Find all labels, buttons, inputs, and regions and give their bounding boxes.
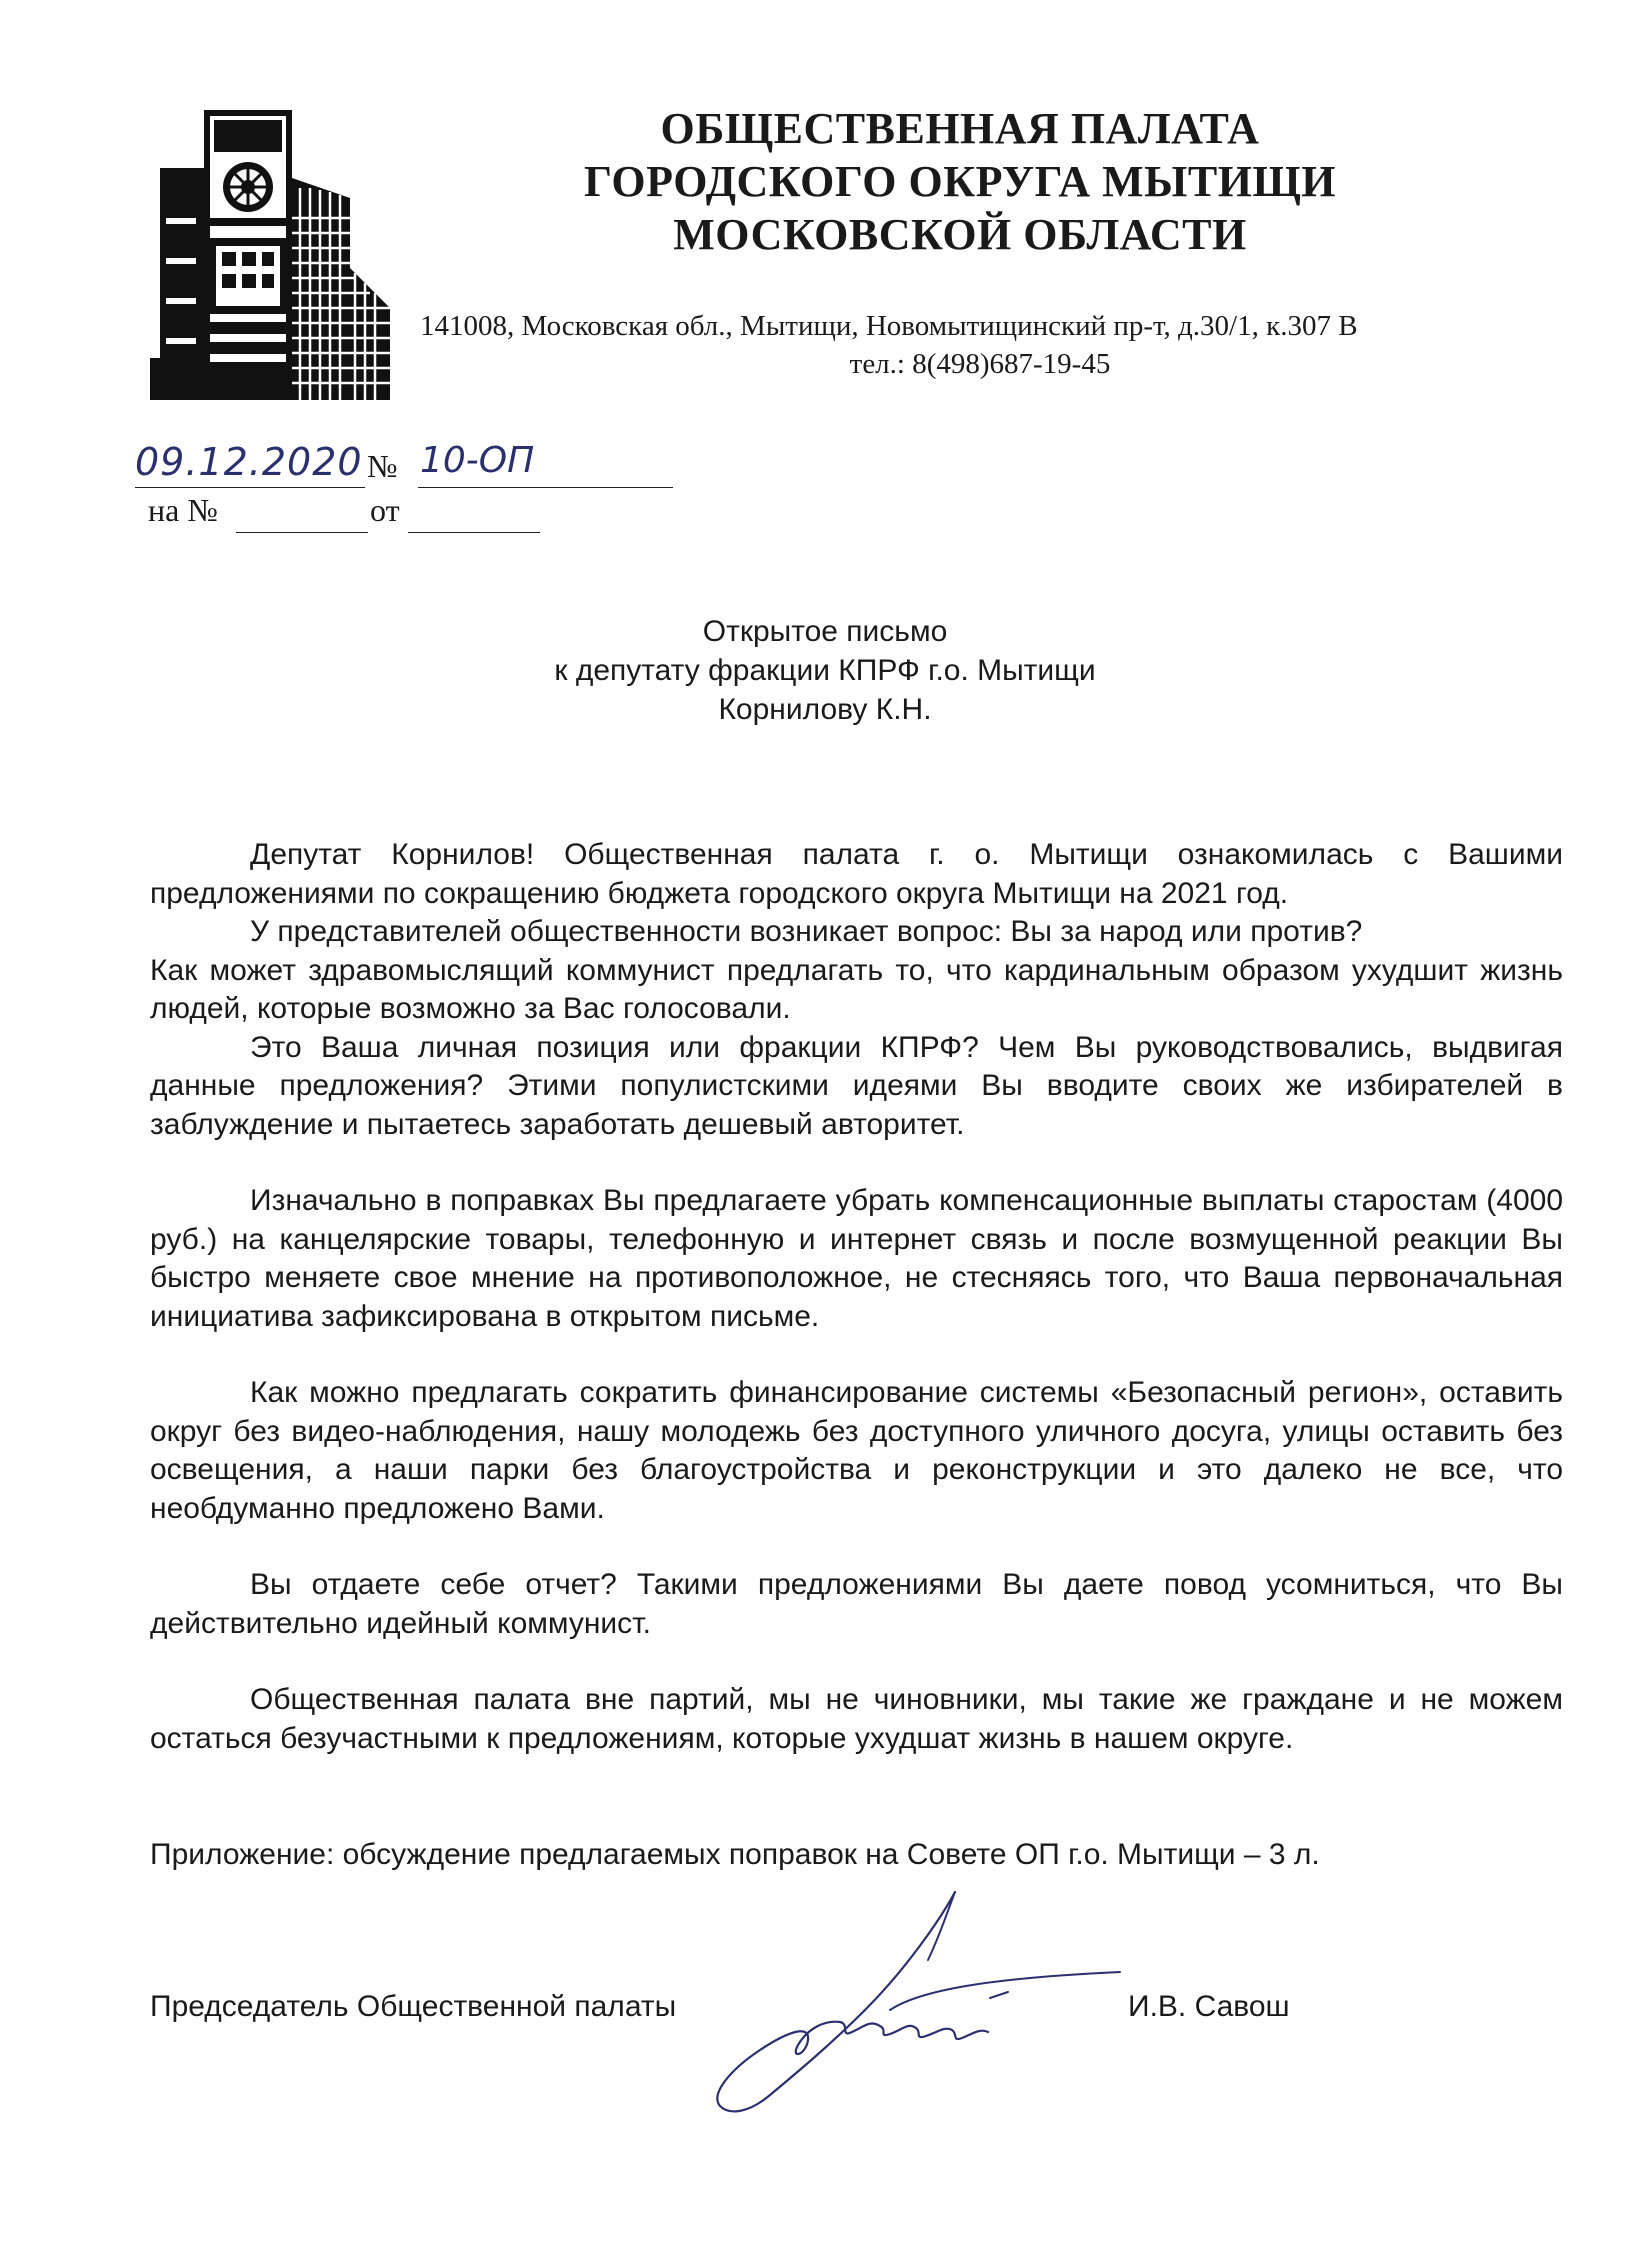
handwritten-signature xyxy=(690,1880,1130,2120)
org-title-line-3: МОСКОВСКОЙ ОБЛАСТИ xyxy=(673,210,1247,259)
number-sign: № xyxy=(367,448,398,484)
number-underline xyxy=(418,487,673,488)
letter-title-line-2: к депутату фракции КПРФ г.о. Мытищи xyxy=(554,654,1096,687)
handwritten-date: 09.12.2020 xyxy=(135,440,363,484)
organization-title xyxy=(520,102,1400,261)
org-title-line-1: ОБЩЕСТВЕННАЯ ПАЛАТА xyxy=(660,104,1260,153)
org-address: 141008, Московская обл., Мытищи, Новомытищинский пр-т, д.30/1, к.307 В xyxy=(420,310,1358,342)
reply-to-label: на № xyxy=(148,492,218,528)
letter-title-line-1: Открытое письмо xyxy=(702,615,948,648)
body-paragraph-6: Как можно предлагать сократить финансирование системы «Безопасный регион», оставить округ без видео-наблюдения, нашу молодежь без доступного уличного досуга, улицы оставить без освещения, а наши парки без благоустройства и реконструкции и это далеко не все, что необдуманно предложено Вами. xyxy=(150,1376,1563,1525)
handwritten-number: 10-ОП xyxy=(420,440,535,481)
body-paragraph-1: Депутат Корнилов! Общественная палата г. о. Мытищи ознакомилась с Вашими предложениями по сокращению бюджета городского округа Мытищи на 2021 год. xyxy=(150,838,1563,910)
letter-title-line-3: Корнилову К.Н. xyxy=(718,693,932,726)
reply-reference xyxy=(148,492,568,537)
appendix-note: Приложение: обсуждение предлагаемых поправок на Совете ОП г.о. Мытищи – 3 л. xyxy=(150,1838,1320,1871)
body-paragraph-8: Общественная палата вне партий, мы не чиновники, мы такие же граждане и не можем остаться безучастными к предложениям, которые ухудшат жизнь в нашем округе. xyxy=(150,1683,1563,1755)
org-title-line-2: ГОРОДСКОГО ОКРУГА МЫТИЩИ xyxy=(583,157,1336,206)
org-phone: тел.: 8(498)687-19-45 xyxy=(849,348,1111,380)
signer-position: Председатель Общественной палаты xyxy=(150,1990,677,2023)
outgoing-registration xyxy=(135,440,555,490)
letter-title xyxy=(250,612,1400,729)
reply-date-blank xyxy=(408,532,540,533)
body-paragraph-5: Изначально в поправках Вы предлагаете убрать компенсационные выплаты старостам (4000 руб.) на канцелярские товары, телефонную и интернет связь и после возмущенной реакции Вы быстро меняете свое мнение на противоположное, не стесняясь того, что Ваша первоначальная инициатива зафиксирована в открытом письме. xyxy=(150,1184,1563,1333)
body-paragraph-7: Вы отдаете себе отчет? Такими предложениями Вы даете повод усомниться, что Вы действительно идейный коммунист. xyxy=(150,1568,1563,1640)
signer-name: И.В. Савош xyxy=(1128,1990,1290,2023)
body-paragraph-3: Как может здравомыслящий коммунист предлагать то, что кардинальным образом ухудшит жизнь людей, которые возможно за Вас голосовали. xyxy=(150,953,1563,1025)
body-paragraph-2: У представителей общественности возникает вопрос: Вы за народ или против? xyxy=(250,915,1363,948)
building-logo-icon xyxy=(150,108,400,403)
letter-body xyxy=(150,836,1563,1758)
date-underline xyxy=(135,487,365,488)
reply-number-blank xyxy=(236,532,368,533)
body-paragraph-4: Это Ваша личная позиция или фракции КПРФ? Чем Вы руководствовались, выдвигая данные предложения? Этими популистскими идеями Вы вводите своих же избирателей в заблуждение и пытаетесь заработать дешевый авторитет. xyxy=(150,1030,1563,1141)
from-label: от xyxy=(370,492,400,528)
